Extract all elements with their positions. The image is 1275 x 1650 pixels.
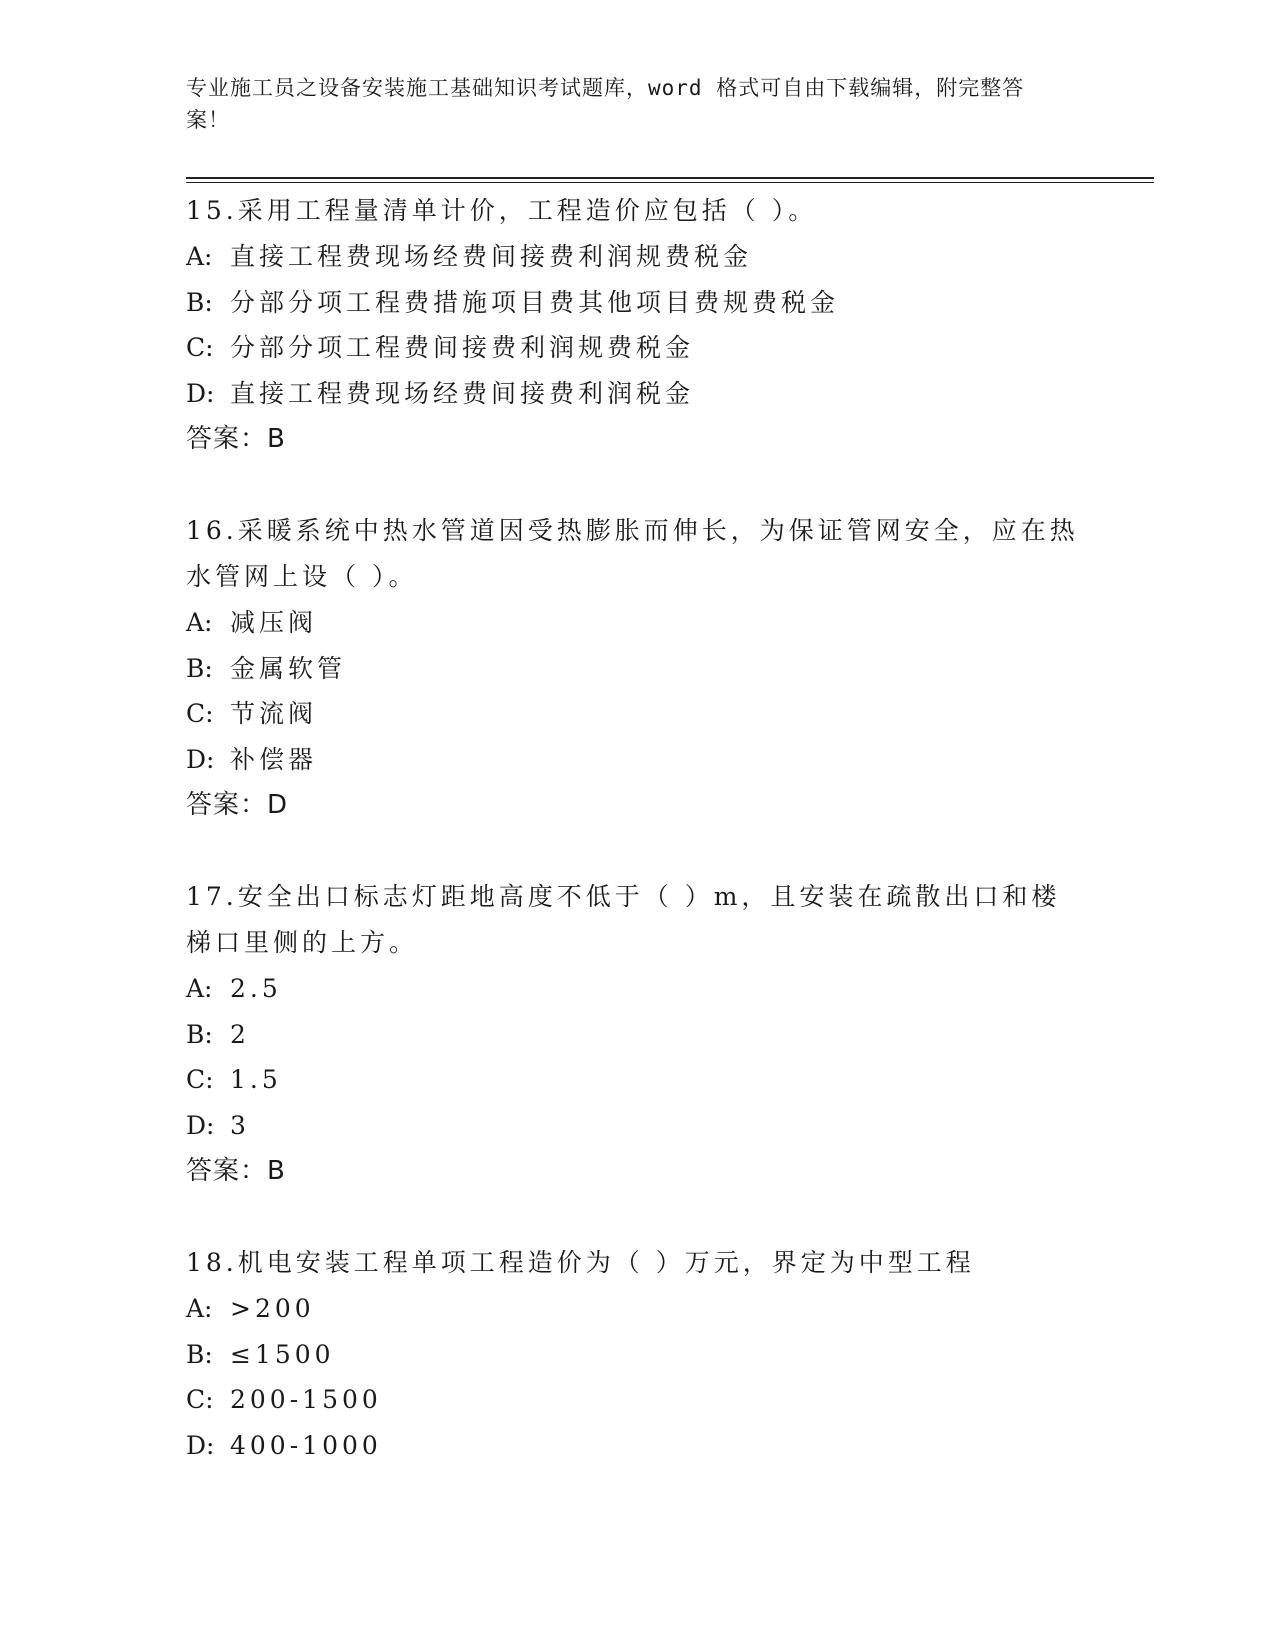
option-a <box>186 966 1086 1012</box>
option-text: 直接工程费现场经费间接费利润规费税金 <box>230 242 753 271</box>
question-list <box>186 188 1086 1514</box>
option-text: 金属软管 <box>230 653 347 683</box>
option-text: 1.5 <box>230 1065 282 1094</box>
option-c <box>186 325 1086 371</box>
option-letter: D: <box>186 378 215 408</box>
option-text: 2 <box>230 1019 250 1049</box>
option-a <box>186 1286 1086 1332</box>
option-text: 减压阀 <box>230 608 318 637</box>
option-letter: D: <box>186 1110 215 1140</box>
option-letter: D: <box>186 1430 215 1460</box>
option-c <box>186 1057 1086 1103</box>
option-b <box>186 1012 1086 1058</box>
option-letter: A: <box>186 1294 213 1323</box>
question-16 <box>186 508 1086 828</box>
option-d <box>186 1423 1086 1469</box>
question-17 <box>186 874 1086 1194</box>
question-stem: 15.采用工程量清单计价，工程造价应包括（ ）。 <box>186 196 818 225</box>
option-b <box>186 1332 1086 1378</box>
option-letter: A: <box>186 974 213 1003</box>
option-a <box>186 600 1086 646</box>
answer-line: 答案：D <box>186 790 289 820</box>
answer-line: 答案：B <box>186 1156 286 1186</box>
option-letter: A: <box>186 242 213 271</box>
option-text: 补偿器 <box>230 744 318 774</box>
option-c <box>186 691 1086 737</box>
option-letter: B: <box>186 1339 213 1369</box>
document-header: 专业施工员之设备安装施工基础知识考试题库，word 格式可自由下载编辑，附完整答案！ <box>186 76 1025 132</box>
option-letter: A: <box>186 608 213 637</box>
option-text: 2.5 <box>230 974 282 1003</box>
option-letter: B: <box>186 287 213 317</box>
answer-line: 答案：B <box>186 424 286 454</box>
option-b <box>186 280 1086 326</box>
option-text: 直接工程费现场经费间接费利润税金 <box>230 378 695 408</box>
option-text: 400-1000 <box>230 1430 382 1460</box>
question-stem: 17.安全出口标志灯距地高度不低于（ ）m，且安装在疏散出口和楼梯口里侧的上方。 <box>186 882 1061 957</box>
option-letter: B: <box>186 653 213 683</box>
option-b <box>186 646 1086 692</box>
option-text: >200 <box>230 1294 315 1323</box>
option-a <box>186 234 1086 280</box>
option-d <box>186 737 1086 783</box>
option-letter: C: <box>186 333 214 362</box>
option-letter: C: <box>186 1065 214 1094</box>
option-text: 分部分项工程费间接费利润规费税金 <box>230 333 695 362</box>
question-stem: 18.机电安装工程单项工程造价为（ ）万元，界定为中型工程 <box>186 1248 975 1277</box>
option-letter: C: <box>186 1385 214 1414</box>
option-text: 200-1500 <box>230 1385 382 1414</box>
option-text: ≤1500 <box>230 1339 335 1369</box>
option-d <box>186 1103 1086 1149</box>
option-text: 3 <box>230 1110 250 1140</box>
question-stem: 16.采暖系统中热水管道因受热膨胀而伸长，为保证管网安全，应在热水管网上设（ ）。 <box>186 516 1079 591</box>
option-letter: C: <box>186 699 214 728</box>
option-c <box>186 1377 1086 1423</box>
option-text: 分部分项工程费措施项目费其他项目费规费税金 <box>230 287 840 317</box>
option-d <box>186 371 1086 417</box>
header-divider-thick <box>186 177 1154 179</box>
option-letter: D: <box>186 744 215 774</box>
question-18 <box>186 1240 1086 1468</box>
question-15 <box>186 188 1086 462</box>
option-letter: B: <box>186 1019 213 1049</box>
header-divider-thin <box>186 182 1154 183</box>
option-text: 节流阀 <box>230 699 318 728</box>
